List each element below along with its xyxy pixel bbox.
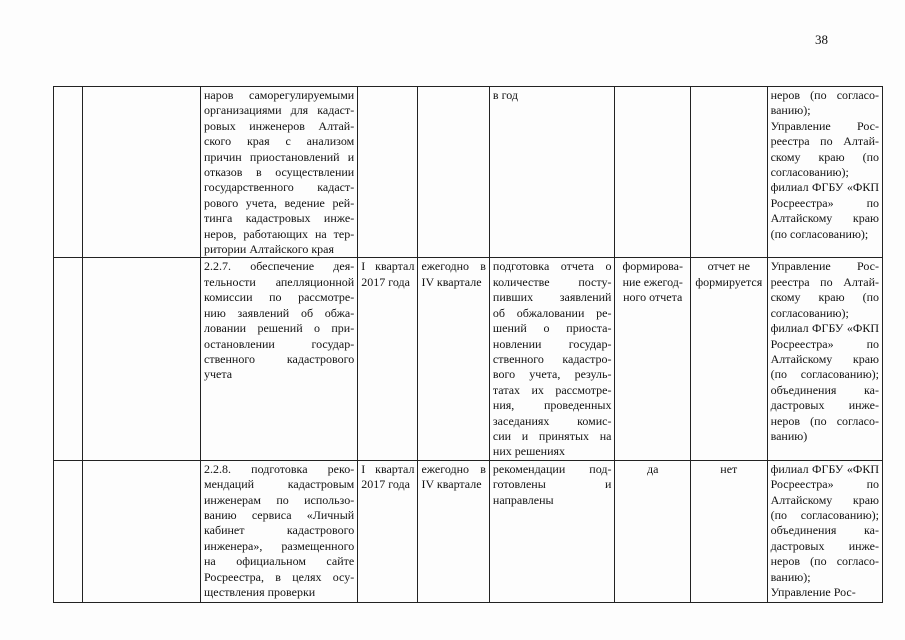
cell-line: реестра по Алтай- (770, 134, 879, 149)
table-cell-c2 (82, 258, 200, 460)
table-cell-c6 (489, 258, 615, 460)
cell-line: Алтайскому краю (770, 492, 879, 507)
cell-line: неров (по согласо- (770, 413, 879, 428)
table-cell-c7 (615, 87, 691, 258)
table-row (54, 460, 883, 602)
cell-line: Росреестра» по (770, 336, 879, 351)
cell-line: ритории Алтайского края (204, 242, 334, 257)
cell-line: организациями для кадаст- (204, 103, 355, 118)
cell-line: I квартал (361, 259, 415, 274)
cell-line: скому краю (по (770, 290, 879, 305)
cell-line: отказов в осуществлении (204, 165, 355, 180)
cell-line: ванию); (770, 103, 811, 118)
cell-line: Алтайскому краю (770, 211, 879, 226)
cell-line: заседаниях комис- (492, 413, 612, 428)
cell-line: ванию сервиса «Личный (204, 507, 355, 522)
page-number: 38 (815, 32, 828, 47)
cell-line: ственного кадастрового (204, 351, 355, 366)
cell-line: сии и принятых на (492, 428, 612, 443)
cell-line: филиал ФГБУ «ФКП (770, 461, 879, 476)
cell-line: нию заявлений об обжа- (204, 305, 355, 320)
cell-line: ежегодно в (421, 259, 486, 274)
table-row (54, 258, 883, 460)
table-cell-c4 (358, 460, 418, 602)
table-cell-c4 (358, 87, 418, 258)
cell-line: ния, проведенных (492, 398, 612, 413)
cell-line: об обжаловании ре- (492, 305, 612, 320)
table-row (54, 87, 883, 258)
cell-line: в год (492, 88, 518, 102)
cell-line: ние ежегод- (622, 274, 683, 289)
table-cell-c6 (489, 87, 615, 258)
cell-line: неров, работающих на тер- (204, 226, 355, 241)
cell-line: формирова- (622, 259, 683, 274)
cell-line: ванию) (770, 428, 808, 443)
cell-line: (по согласованию); (770, 226, 869, 241)
cell-line: IV квартале (421, 477, 482, 492)
cell-line: 2017 года (361, 477, 410, 492)
cell-line: остановлении государ- (204, 336, 355, 351)
cell-line: количестве посту- (492, 274, 612, 289)
cell-line: пивших заявлений (492, 290, 612, 305)
table-cell-c7 (615, 258, 691, 460)
table-cell-c5 (418, 258, 489, 460)
table-cell-c3 (201, 258, 358, 460)
cell-line: да (647, 461, 659, 476)
cell-line: 2017 года (361, 274, 410, 289)
cell-line: на официальном сайте (204, 554, 355, 569)
cell-line: наров саморегулируемыми (204, 88, 355, 102)
cell-line: Управление Рос- (770, 259, 879, 274)
cell-line: Росреестра» по (770, 195, 879, 210)
cell-line: мендаций кадастровым (204, 477, 355, 492)
cell-line: вого учета, резуль- (492, 367, 612, 382)
cell-line: инженера», размещенного (204, 538, 355, 553)
table-cell-c1 (54, 460, 83, 602)
table-cell-c6 (489, 460, 615, 602)
cell-line: объединения ка- (770, 523, 879, 538)
cell-line: реестра по Алтай- (770, 274, 879, 289)
cell-line: ежегодно в (421, 461, 486, 476)
cell-line: Управление Рос- (770, 118, 879, 133)
cell-line: 2.2.8. подготовка реко- (204, 461, 355, 476)
table-cell-c3 (201, 460, 358, 602)
cell-line: комиссии по рассмотре- (204, 290, 355, 305)
cell-line: Росреестра» по (770, 477, 879, 492)
cell-line: (по согласованию); (770, 367, 879, 382)
cell-line: тинга кадастровых инже- (204, 211, 355, 226)
cell-line: скому краю (по (770, 149, 879, 164)
cell-line: 2.2.7. обеспечение дея- (204, 259, 355, 274)
cell-line: шений о приоста- (492, 321, 612, 336)
cell-line: IV квартале (421, 274, 482, 289)
cell-line: объединения ка- (770, 382, 879, 397)
table-cell-c2 (82, 87, 200, 258)
cell-line: неров (по согласо- (770, 88, 879, 102)
cell-line: ровых инженеров Алтай- (204, 118, 355, 133)
cell-line: I квартал (361, 461, 415, 476)
cell-line: филиал ФГБУ «ФКП (770, 180, 879, 195)
table-cell-c3 (201, 87, 358, 258)
cell-line: неров (по согласо- (770, 554, 879, 569)
cell-line: новлении государ- (492, 336, 612, 351)
table-cell-c8 (691, 87, 768, 258)
cell-line: ского края с анализом (204, 134, 355, 149)
table-cell-c5 (418, 460, 489, 602)
cell-line: инженерам по использо- (204, 492, 355, 507)
table-cell-c8 (691, 258, 768, 460)
cell-line: согласованию); (770, 305, 849, 320)
cell-line: подготовка отчета о (492, 259, 612, 274)
table-cell-c9 (767, 460, 882, 602)
cell-line: ванию); (770, 569, 811, 584)
cell-line: ловании решений о при- (204, 321, 355, 336)
cell-line: Алтайскому краю (770, 351, 879, 366)
cell-line: готовлены и (492, 477, 612, 492)
cell-line: Управление Рос- (770, 585, 856, 599)
plan-table (53, 86, 883, 603)
cell-line: дастровых инже- (770, 398, 879, 413)
cell-line: ществления проверки (204, 585, 316, 599)
table-cell-c7 (615, 460, 691, 602)
cell-line: (по согласованию); (770, 507, 879, 522)
table-cell-c9 (767, 87, 882, 258)
cell-line: ственного кадастро- (492, 351, 612, 366)
cell-line: филиал ФГБУ «ФКП (770, 321, 879, 336)
table-cell-c1 (54, 87, 83, 258)
cell-line: государственного кадаст- (204, 180, 355, 195)
cell-line: Росреестра, в целях осу- (204, 569, 355, 584)
cell-line: формируется (695, 274, 763, 289)
table-cell-c2 (82, 460, 200, 602)
table-cell-c5 (418, 87, 489, 258)
cell-line: рекомендации под- (492, 461, 612, 476)
cell-line: нет (720, 461, 738, 476)
table-cell-c9 (767, 258, 882, 460)
cell-line: направлены (492, 492, 554, 507)
cell-line: татах их рассмотре- (492, 382, 612, 397)
cell-line: них решениях (492, 444, 566, 459)
cell-line: учета (204, 367, 233, 382)
table-cell-c4 (358, 258, 418, 460)
table-cell-c8 (691, 460, 768, 602)
cell-line: рового учета, ведение рей- (204, 195, 355, 210)
cell-line: тельности апелляционной (204, 274, 355, 289)
cell-line: дастровых инже- (770, 538, 879, 553)
cell-line: согласованию); (770, 165, 849, 180)
cell-line: отчет не (707, 259, 751, 274)
cell-line: причин приостановлений и (204, 149, 355, 164)
cell-line: кабинет кадастрового (204, 523, 355, 538)
table-cell-c1 (54, 258, 83, 460)
cell-line: ного отчета (623, 290, 683, 305)
